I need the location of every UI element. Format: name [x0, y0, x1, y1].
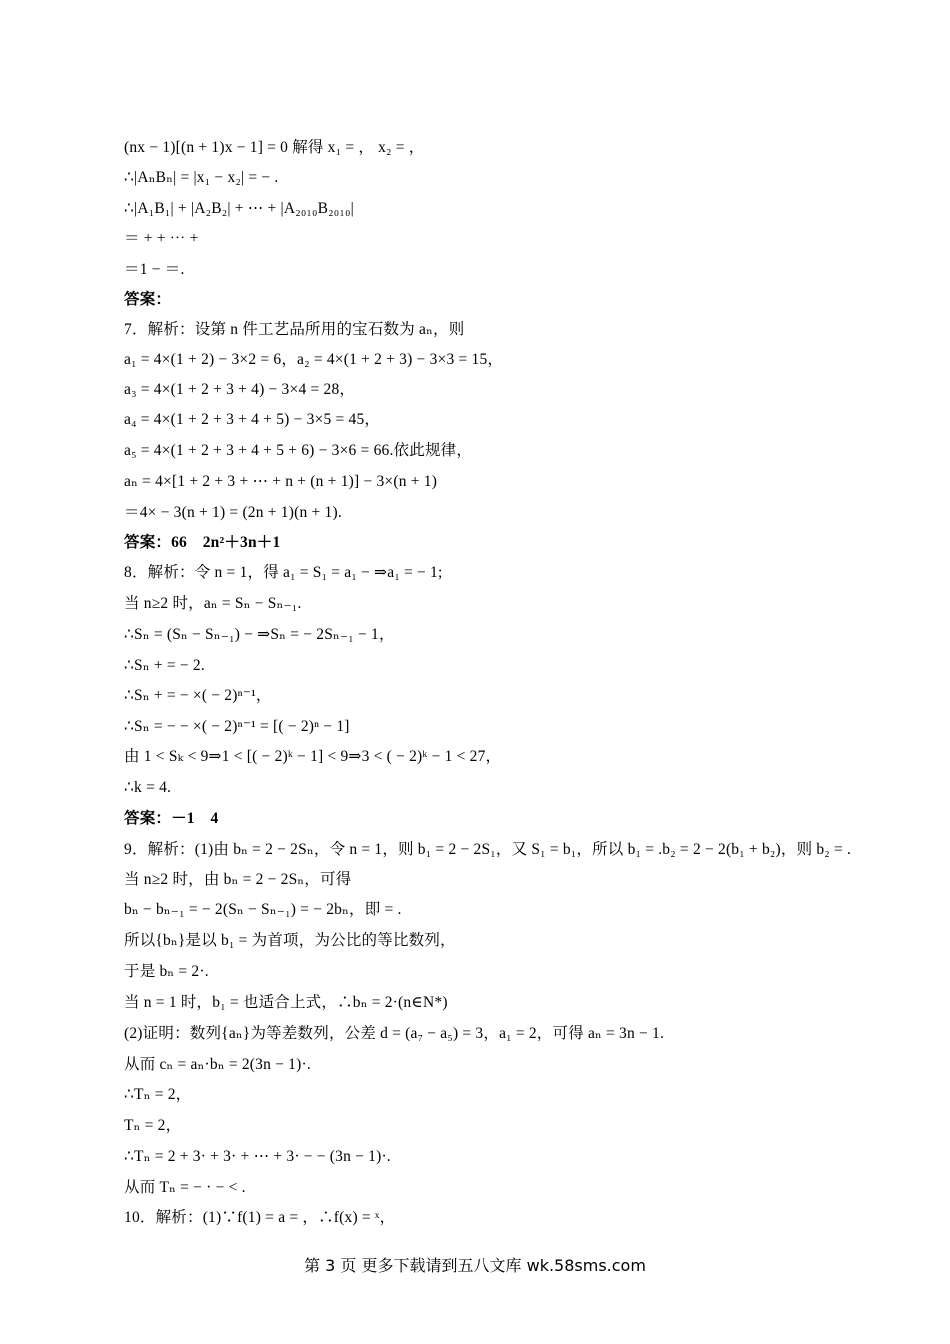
text-line: aₙ = 4×[1 + 2 + 3 + ⋯ + n + (n + 1)] − 3×(n + 1) — [124, 473, 438, 490]
text-line: 10．解析：(1)∵f(1) = a = ，∴f(x) = ˣ， — [124, 1209, 396, 1226]
text-line: 9．解析：(1)由 bₙ = 2 − 2Sₙ，令 n = 1，则 b₁ = 2 − 2S₁，又 S₁ = b₁，所以 b₁ = .b₂ = 2 − 2(b₁ + b₂)，则 b₂ = . — [124, 841, 852, 858]
text-line: 7．解析：设第 n 件工艺品所用的宝石数为 aₙ，则 — [124, 321, 465, 338]
text-line: ＝4× − 3(n + 1) = (2n + 1)(n + 1). — [124, 504, 342, 521]
text-line: 所以{bₙ}是以 b₁ = 为首项，为公比的等比数列， — [124, 932, 456, 949]
text-line: ＝ + + ⋯ + — [124, 230, 199, 247]
text-line: a₃ = 4×(1 + 2 + 3 + 4) − 3×4 = 28， — [124, 381, 356, 398]
text-line: a₅ = 4×(1 + 2 + 3 + 4 + 5 + 6) − 3×6 = 66.依此规律， — [124, 442, 473, 459]
answer-label: 答案：66 2n²＋3n＋1 — [124, 534, 281, 551]
text-line: 8．解析：令 n = 1，得 a₁ = S₁ = a₁ − ⇒a₁ = − 1; — [124, 564, 443, 581]
text-line: ∴Tₙ = 2 + 3· + 3· + ⋯ + 3· − − (3n − 1)·. — [124, 1148, 391, 1165]
text-line: ∴Sₙ = − − ×( − 2)ⁿ⁻¹ = [( − 2)ⁿ − 1] — [124, 718, 350, 735]
text-line: 从而 Tₙ = − · − < . — [124, 1179, 246, 1196]
text-line: (nx − 1)[(n + 1)x − 1] = 0 解得 x₁ = ， x₂ = ， — [124, 139, 425, 156]
text-line: ∴|A₁B₁| + |A₂B₂| + ⋯ + |A₂₀₁₀B₂₀₁₀| — [124, 200, 354, 217]
text-line: ∴|AₙBₙ| = |x₁ − x₂| = − . — [124, 169, 279, 186]
text-line: 当 n≥2 时，由 bₙ = 2 − 2Sₙ，可得 — [124, 871, 352, 888]
text-line: a₄ = 4×(1 + 2 + 3 + 4 + 5) − 3×5 = 45， — [124, 411, 381, 428]
text-line: ∴Tₙ = 2， — [124, 1086, 192, 1103]
text-line: bₙ − bₙ₋₁ = − 2(Sₙ − Sₙ₋₁) = − 2bₙ，即 = . — [124, 901, 402, 918]
text-line: ∴k = 4. — [124, 779, 172, 796]
text-line: 于是 bₙ = 2·. — [124, 963, 209, 980]
text-line: ∴Sₙ = (Sₙ − Sₙ₋₁) − ⇒Sₙ = − 2Sₙ₋₁ − 1， — [124, 626, 395, 643]
text-line: (2)证明：数列{aₙ}为等差数列，公差 d = (a₇ − a₅) = 3，a₁ = 2，可得 aₙ = 3n − 1. — [124, 1025, 665, 1042]
text-line: 当 n≥2 时，aₙ = Sₙ − Sₙ₋₁. — [124, 595, 302, 612]
answer-label: 答案： — [124, 291, 172, 308]
text-line: 从而 cₙ = aₙ·bₙ = 2(3n − 1)·. — [124, 1056, 311, 1073]
text-line: a₁ = 4×(1 + 2) − 3×2 = 6，a₂ = 4×(1 + 2 + 3) − 3×3 = 15， — [124, 351, 504, 368]
answer-label: 答案：－1 4 — [124, 810, 219, 827]
text-line: 当 n = 1 时，b₁ = 也适合上式，∴bₙ = 2·(n∈N*) — [124, 994, 448, 1011]
text-line: ＝1 − ＝. — [124, 261, 185, 278]
text-line: ∴Sₙ + = − ×( − 2)ⁿ⁻¹， — [124, 687, 272, 704]
text-line: 由 1 < Sₖ < 9⇒1 < [( − 2)ᵏ − 1] < 9⇒3 < ( − 2)ᵏ − 1 < 27， — [124, 748, 502, 765]
text-line: Tₙ = 2， — [124, 1117, 182, 1134]
text-line: ∴Sₙ + = − 2. — [124, 657, 205, 674]
page-footer: 第 3 页 更多下载请到五八文库 wk.58sms.com — [304, 1256, 646, 1275]
